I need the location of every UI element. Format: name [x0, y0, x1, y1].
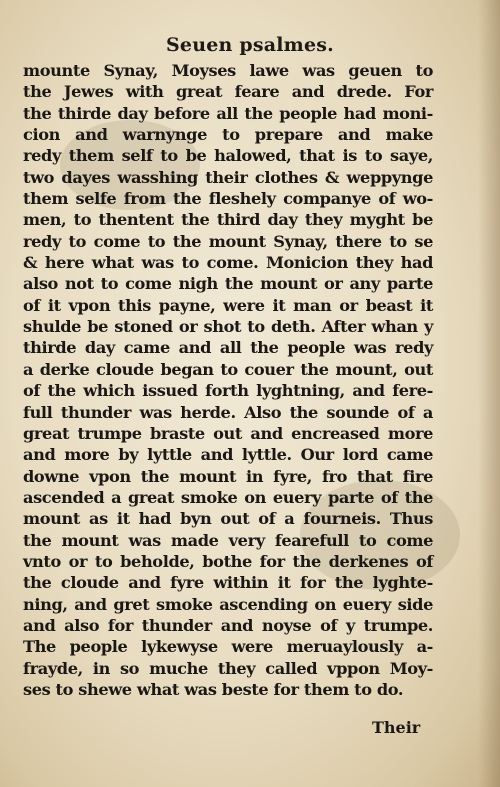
- text-line: the mount was made very fearefull to come: [23, 530, 433, 550]
- text-line: cion and warnynge to prepare and make: [23, 125, 433, 145]
- text-line: a derke cloude began to couer the mount, out: [23, 359, 433, 379]
- text-line: downe vpon the mount in fyre, fro that fire: [23, 466, 433, 486]
- catchword: Their: [372, 718, 421, 737]
- text-line: ascended a great smoke on euery parte of the: [23, 487, 433, 507]
- text-line: and more by lyttle and lyttle. Our lord came: [23, 445, 433, 465]
- text-line: the cloude and fyre within it for the lyghte-: [23, 573, 433, 593]
- text-line: the thirde day before all the people had moni-: [23, 103, 433, 123]
- text-line: full thunder was herde. Also the sounde of a: [23, 402, 433, 422]
- text-line: & here what was to come. Monicion they had: [23, 253, 433, 273]
- text-line: the Jewes with great feare and drede. For: [23, 82, 433, 102]
- text-line: men, to thentent the third day they myght be: [23, 210, 433, 230]
- text-line: redy them self to be halowed, that is to saye,: [23, 146, 433, 166]
- text-line: ses to shewe what was beste for them to do.: [23, 679, 404, 699]
- text-line: great trumpe braste out and encreased more: [23, 423, 433, 443]
- text-line: them selfe from the fleshely companye of wo-: [23, 189, 433, 209]
- text-line: mount as it had byn out of a fourneis. Thus: [23, 509, 433, 529]
- text-line: of the which issued forth lyghtning, and fere-: [23, 381, 433, 401]
- text-line: The people lykewyse were meruaylously a-: [23, 637, 433, 657]
- text-line: mounte Synay, Moyses lawe was geuen to: [23, 61, 433, 80]
- text-line: frayde, in so muche they called vppon Moy-: [23, 658, 433, 678]
- text-line: thirde day came and all the people was redy: [23, 338, 433, 358]
- text-line: also not to come nigh the mount or any parte: [23, 274, 433, 294]
- text-line: of it vpon this payne, were it man or beast it: [23, 295, 433, 315]
- text-line: shulde be stoned or shot to deth. After whan y: [23, 317, 433, 337]
- text-line: ning, and gret smoke ascending on euery side: [23, 594, 433, 614]
- text-line: two dayes wasshing their clothes & weppynge: [23, 167, 433, 187]
- text-line: vnto or to beholde, bothe for the derkenes of: [23, 551, 433, 571]
- body-text: [23, 60, 433, 700]
- text-line: redy to come to the mount Synay, there to se: [23, 231, 433, 251]
- running-head: Seuen psalmes.: [166, 34, 334, 56]
- text-line: and also for thunder and noyse of y trumpe.: [23, 615, 433, 635]
- page-edge-shadow: [478, 0, 500, 787]
